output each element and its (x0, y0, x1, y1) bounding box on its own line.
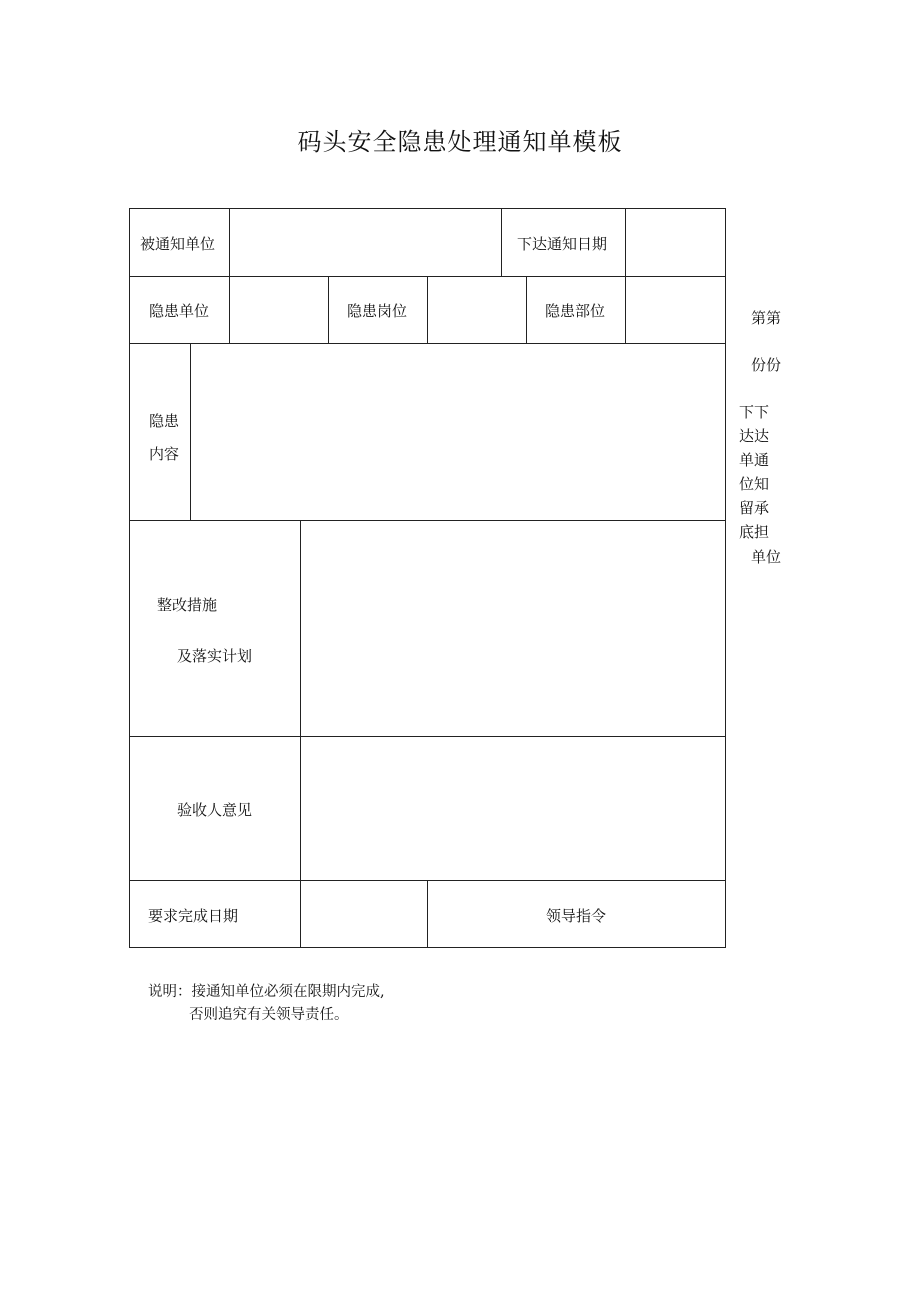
leader-order-label: 领导指令 (546, 907, 607, 925)
hazard-post-field[interactable] (429, 278, 525, 342)
table-border-left (129, 208, 130, 948)
row3-divider (190, 343, 191, 520)
hazard-post-label: 隐患岗位 (347, 302, 408, 320)
footer-note-line2: 否则追究有关领导责任。 (189, 1007, 349, 1023)
row2-divider-d (526, 276, 527, 343)
side-line-3: 下下 (739, 403, 770, 421)
rows4-6-divider (300, 520, 301, 948)
hazard-unit-label: 隐患单位 (149, 302, 210, 320)
side-line-7: 留承 (739, 499, 770, 517)
row2-divider-b (328, 276, 329, 343)
hazard-part-field[interactable] (627, 278, 724, 342)
side-line-9: 单位 (751, 548, 782, 566)
row2-divider-e (625, 276, 626, 343)
hazard-unit-field[interactable] (231, 278, 327, 342)
measures-label-line2: 及落实计划 (177, 647, 253, 665)
table-border-right (725, 208, 726, 948)
hazard-content-field[interactable] (192, 345, 724, 519)
page-title: 码头安全隐患处理通知单模板 (297, 128, 623, 156)
issue-date-label: 下达通知日期 (517, 235, 608, 253)
row-divider-3 (129, 520, 726, 521)
row-divider-4 (129, 736, 726, 737)
row2-divider-a (229, 276, 230, 343)
acceptance-field[interactable] (302, 738, 724, 879)
side-line-5: 单通 (739, 451, 770, 469)
row1-divider-c (625, 208, 626, 276)
hazard-content-label-line2: 内容 (149, 445, 180, 463)
row1-divider-b (501, 208, 502, 276)
hazard-part-label: 隐患部位 (545, 302, 606, 320)
acceptance-label: 验收人意见 (177, 801, 253, 819)
issue-date-field[interactable] (627, 210, 724, 275)
row2-divider-c (427, 276, 428, 343)
deadline-field[interactable] (302, 882, 426, 946)
row6-divider (427, 880, 428, 948)
side-line-4: 达达 (739, 427, 770, 445)
notified-unit-field[interactable] (231, 210, 500, 275)
hazard-content-label-line1: 隐患 (149, 412, 180, 430)
measures-label-line1: 整改措施 (157, 596, 218, 614)
row1-divider-a (229, 208, 230, 276)
footer-note-line1: 说明：接通知单位必须在限期内完成, (148, 984, 385, 1000)
side-line-6: 位知 (739, 475, 770, 493)
notified-unit-label: 被通知单位 (140, 235, 216, 253)
copies-line: 份份 (751, 356, 782, 374)
deadline-label: 要求完成日期 (148, 907, 239, 925)
table-border-top (129, 208, 726, 209)
measures-field[interactable] (302, 522, 724, 735)
side-line-8: 底担 (739, 523, 770, 541)
copy-number-line: 第第 (751, 309, 782, 327)
row-divider-2 (129, 343, 726, 344)
